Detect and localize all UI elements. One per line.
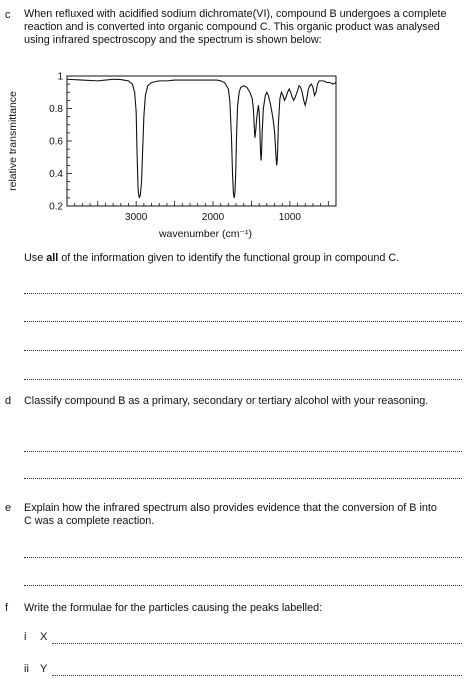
question-d-text: Classify compound B as a primary, secondary or tertiary alcohol with your reasoning.	[24, 395, 429, 407]
answer-line-c-4[interactable]	[24, 379, 462, 380]
prompt-emphasis: all	[46, 252, 59, 264]
y-tick-label: 0.8	[49, 104, 63, 115]
spectrum-line	[67, 79, 336, 198]
x-tick-label: 1000	[278, 212, 302, 223]
x-tick-label: 3000	[125, 212, 148, 223]
question-f-text: Write the formulae for the particles causing the peaks labelled:	[24, 602, 323, 614]
y-tick-label: 1	[57, 71, 63, 83]
y-tick-label: 0.6	[49, 136, 63, 148]
answer-line-d-1[interactable]	[24, 451, 462, 452]
x-axis-label: wavenumber (cm⁻¹)	[158, 228, 253, 240]
question-c-letter: c	[5, 9, 11, 21]
ir-spectrum-chart	[0, 66, 467, 250]
answer-line-c-3[interactable]	[24, 350, 462, 351]
answer-line-f-i[interactable]	[52, 643, 462, 644]
y-axis-ticks	[49, 72, 72, 213]
x-tick-label: 2000	[201, 212, 225, 223]
question-e-letter: e	[5, 502, 12, 514]
question-d-letter: d	[5, 395, 12, 407]
answer-line-d-2[interactable]	[24, 478, 462, 479]
answer-line-e-2[interactable]	[24, 585, 462, 586]
part-ii-num: ii	[24, 663, 29, 675]
prompt-part-3: of the information given to identify the functional group in compound C.	[58, 252, 400, 264]
chart-root	[7, 72, 336, 241]
answer-line-c-2[interactable]	[24, 321, 462, 322]
prompt-part-1: Use	[24, 252, 47, 264]
y-axis-label: relative transmittance	[7, 91, 19, 191]
y-tick-label: 0.4	[49, 169, 63, 180]
question-c-text: When refluxed with acidified sodium dichromate(VI), compound B undergoes a complete reaction and is converted into organic compound C. This organic product was analysed using infrared spectroscopy and the spectrum is shown below:	[24, 8, 447, 46]
question-e-text: Explain how the infrared spectrum also provides evidence that the conversion of B into C was a complete reaction.	[24, 502, 437, 527]
answer-line-e-1[interactable]	[24, 557, 462, 558]
question-c-prompt	[24, 252, 459, 265]
part-i-num: i	[24, 631, 27, 643]
part-ii-label: Y	[40, 663, 48, 675]
part-i-label: X	[40, 631, 48, 643]
question-f-letter: f	[5, 602, 9, 614]
y-tick-label: 0.2	[49, 201, 63, 213]
answer-line-f-ii[interactable]	[52, 675, 462, 676]
answer-line-c-1[interactable]	[24, 293, 462, 294]
x-axis-ticks	[75, 201, 329, 223]
